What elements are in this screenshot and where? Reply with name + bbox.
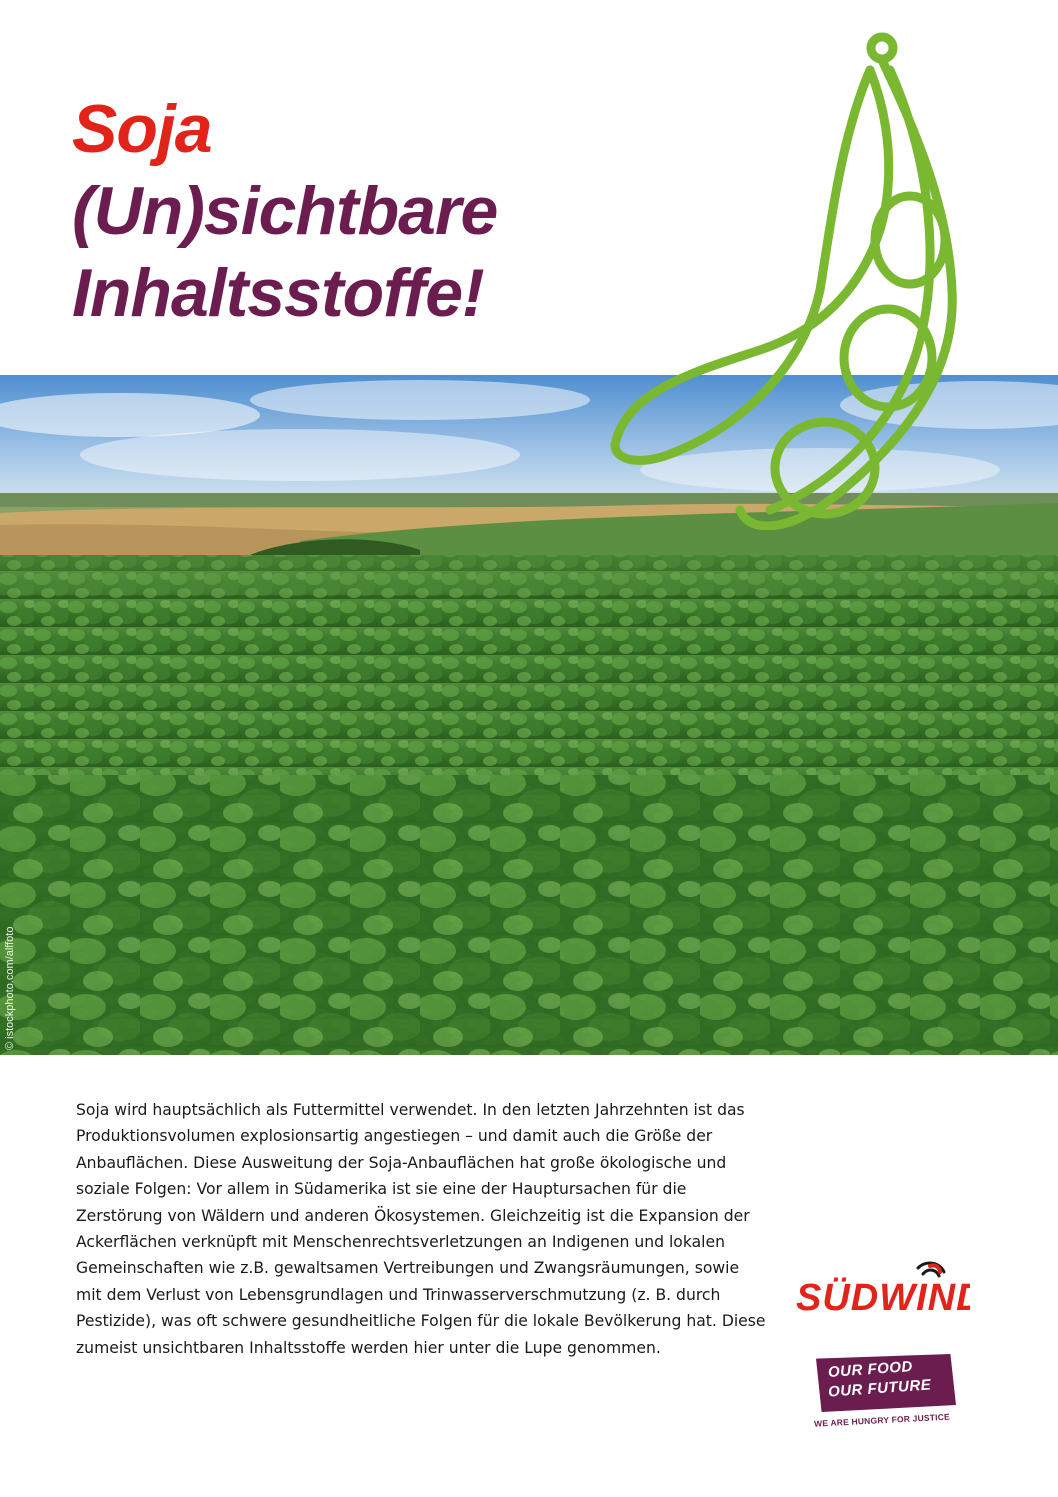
title-line-3: Inhaltsstoffe! <box>72 255 484 331</box>
title-line-1: Soja <box>72 91 212 167</box>
ourfood-line-1: OUR FOOD <box>827 1358 914 1381</box>
ourfood-tagline: WE ARE HUNGRY FOR JUSTICE <box>814 1408 957 1431</box>
ourfood-line-2: OUR FUTURE <box>827 1376 932 1401</box>
suedwind-wordmark: SÜDWIND <box>796 1277 970 1319</box>
our-food-our-future-logo <box>810 1352 960 1432</box>
page-title <box>72 88 497 334</box>
soybean-pod-icon <box>590 30 990 530</box>
title-line-2: (Un)sichtbare <box>72 173 498 249</box>
suedwind-logo <box>790 1258 970 1320</box>
body-text: Soja wird hauptsächlich als Futtermittel verwendet. In den letzten Jahrzehnten ist das Produktionsvolumen explosionsartig angestiegen – und damit auch die Größe der Anbauflächen. Diese Ausweitung der Soja-Anbauflächen hat große ökologische und soziale Folgen: Vor allem in Südamerika ist sie eine der Hauptursachen für die Zerstörung von Wäldern und anderen Ökosystemen. Gleichzeitig ist die Expansion der Ackerflächen verknüpft mit Menschenrechtsverletzungen an Indigenen und lokalen Gemeinschaften wie z.B. gewaltsamen Vertreibungen und Zwangsräumungen, sowie mit dem Verlust von Lebensgrundlagen und Trinwasserverschmutzung (z. B. durch Pestizide), was oft schwere gesundheitliche Folgen für die lokale Bevölkerung hat. Diese zumeist unsichtbaren Inhaltsstoffe werden hier unter die Lupe genommen. <box>76 1101 766 1357</box>
photo-credit: © istockphoto.com/alffoto <box>4 926 16 1050</box>
